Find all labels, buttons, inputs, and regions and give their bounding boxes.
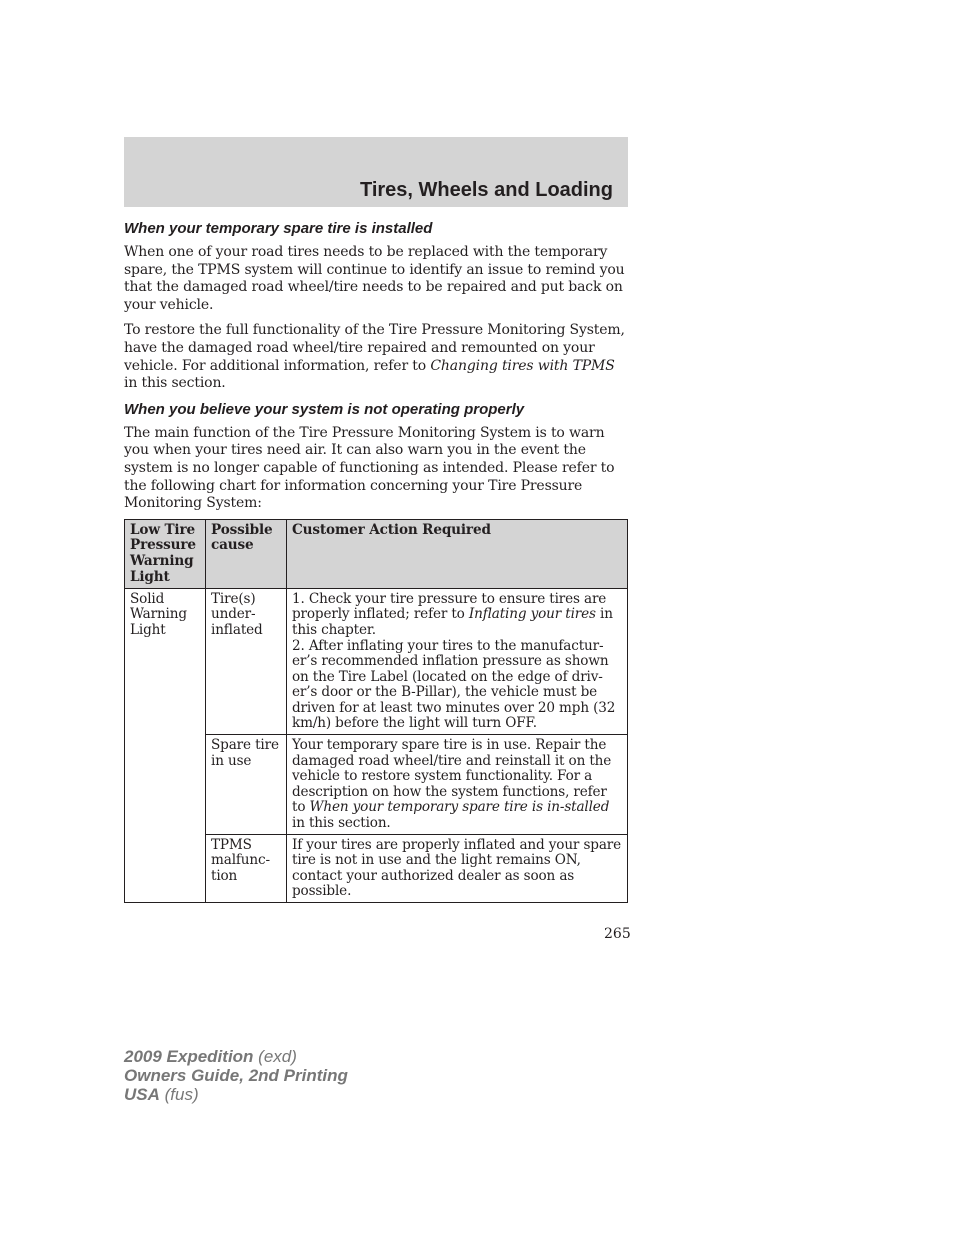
table-header-row — [125, 519, 628, 588]
footer-model-code: (exd) — [253, 1047, 297, 1066]
cell-cause: Tire(s) under-inflated — [206, 588, 287, 734]
cross-reference-changing-tires: Changing tires with TPMS — [430, 357, 615, 374]
footer-market-code: (fus) — [159, 1085, 199, 1104]
cell-action: If your tires are properly inflated and your spare tire is not in use and the light remains ON, contact your authorized dealer as soon as possible. — [287, 834, 628, 902]
cross-reference-inflating-tires: Inflating your tires — [468, 606, 596, 623]
section-title: Tires, Wheels and Loading — [359, 179, 613, 201]
cross-reference-temporary-spare: When your temporary spare tire is in-stalled — [309, 799, 610, 816]
footer-market: USA — [124, 1085, 160, 1104]
cell-warning-light: Solid Warning Light — [125, 588, 206, 902]
cell-cause: TPMS malfunc-tion — [206, 834, 287, 902]
cell-action — [287, 588, 628, 734]
action-text: 2. After inflating your tires to the manufactur-er’s recommended inflation pressure as shown on the Tire Label (located on the edge of driv-er’s door or the B-Pillar), the vehicle must be driven for at least two minutes over 20 mph (32 km/h) before the light will turn OFF. — [292, 637, 616, 732]
page-content — [124, 218, 628, 903]
cell-action — [287, 735, 628, 835]
table-row — [125, 588, 628, 734]
subheading-not-operating: When you believe your system is not operating properly — [124, 400, 525, 418]
document-footer — [124, 1047, 348, 1104]
paragraph-spare-installed: When one of your road tires needs to be replaced with the temporary spare, the TPMS system will continue to identify an issue to remind you that the damaged road wheel/tire needs to be repaired and put back on your vehicle. — [124, 244, 625, 313]
subheading-temporary-spare: When your temporary spare tire is installed — [124, 220, 433, 237]
footer-guide: Owners Guide, 2nd Printing — [124, 1066, 348, 1085]
action-text: in this chapter. — [292, 606, 613, 638]
section-header-band — [124, 137, 628, 207]
paragraph-restore-functionality — [124, 322, 628, 392]
header-customer-action: Customer Action Required — [287, 519, 628, 588]
action-text: in this section. — [292, 815, 391, 832]
footer-model: 2009 Expedition — [124, 1047, 254, 1066]
paragraph-text: To restore the full functionality of the Tire Pressure Monitoring System, have the damaged road wheel/tire repaired and remounted on your vehicle. For additional information, refer to — [124, 322, 625, 374]
paragraph-main-function: The main function of the Tire Pressure Monitoring System is to warn you when your tires need air. It can also warn you in the event the system is no longer capable of functioning as intended. Please refer to the following chart for information concerning your Tire Pressure Monitoring System: — [124, 424, 615, 512]
footer-line-model — [124, 1047, 348, 1066]
footer-line-guide — [124, 1066, 348, 1085]
tpms-chart — [124, 519, 628, 903]
header-possible-cause: Possible cause — [206, 519, 287, 588]
action-text: Your temporary spare tire is in use. Repair the damaged road wheel/tire and reinstall it on the vehicle to restore system functionality. For a description on how the system functions, refer to — [292, 737, 612, 816]
footer-line-market — [124, 1085, 348, 1104]
cell-cause: Spare tire in use — [206, 735, 287, 835]
header-warning-light: Low Tire Pressure Warning Light — [125, 519, 206, 588]
page-number: 265 — [604, 926, 631, 942]
action-text: 1. Check your tire pressure to ensure tires are properly inflated; refer to — [292, 590, 607, 623]
paragraph-text: in this section. — [124, 375, 226, 392]
